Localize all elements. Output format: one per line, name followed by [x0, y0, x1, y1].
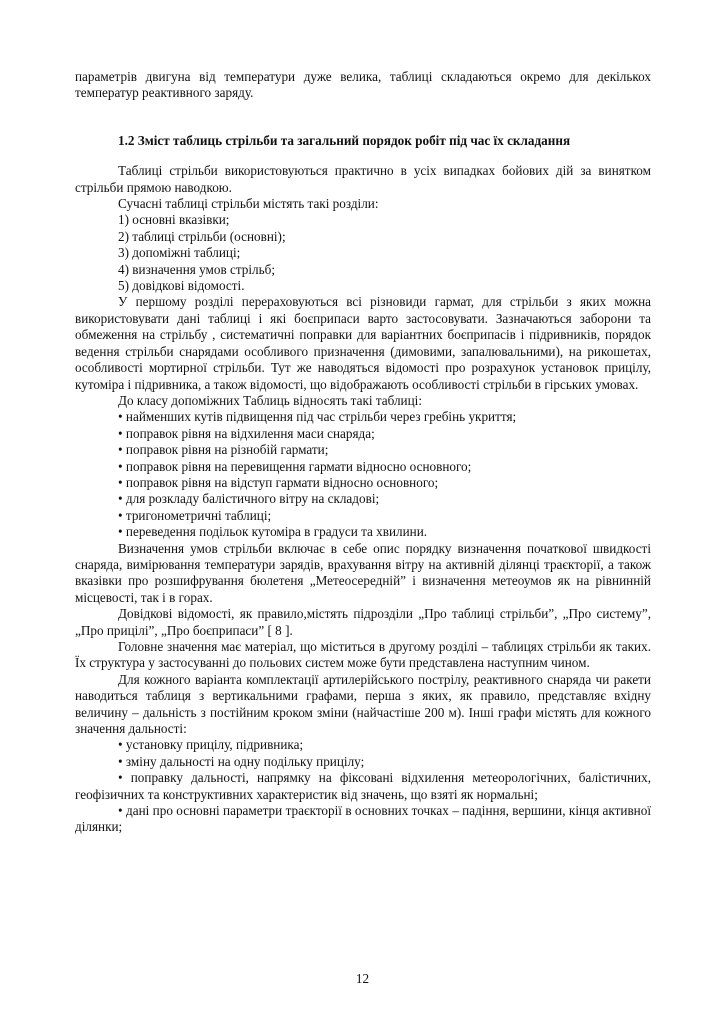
document-page — [75, 69, 651, 836]
paragraph-6: Довідкові відомості, як правило,містять підрозділи „Про таблиці стрільби”, „Про систему”, „Про прицілі”, „Про боєприпаси” [ 8 ]. — [75, 606, 651, 638]
list-item: 3) допоміжні таблиці; — [118, 245, 241, 261]
bullet-item-long: • поправку дальності, напрямку на фіксовані відхилення метеорологічних, балістичних, геофізичних та конструктивних характеристик від значень, що взяті як нормальні; — [75, 770, 651, 802]
intro-paragraph: параметрів двигуна від температури дуже велика, таблиці складаються окремо для декількох температур реактивного заряду. — [75, 69, 651, 101]
bullet-item: • поправок рівня на різнобій гармати; — [118, 442, 329, 458]
bullet-item-long: • дані про основні параметри траєкторії в основних точках – падіння, вершини, кінця активної ділянки; — [75, 803, 651, 835]
bullet-item: • переведення подільок кутоміра в градуси та хвилини. — [118, 524, 428, 540]
bullet-item: • установку прицілу, підривника; — [118, 737, 304, 753]
bullet-item: • зміну дальності на одну подільку прицілу; — [118, 753, 365, 769]
paragraph-5: Визначення умов стрільби включає в себе опис порядку визначення початкової швидкості снаряда, вимірювання температури зарядів, врахування вітру на активній ділянці траєкторії, а також вказівки про розшифрування бюлетеня „Метеосередній” і визначення метеоумов як на рівнинній місцевості, так і в горах. — [75, 540, 651, 605]
list-item: 2) таблиці стрільби (основні); — [118, 228, 286, 244]
paragraph-7: Головне значення має матеріал, що міститься в другому розділі – таблицях стрільби як таких. Їх структура у застосуванні до польових систем може бути представлена наступним чином. — [75, 639, 651, 671]
bullet-item: • поправок рівня на відхилення маси снаряда; — [118, 425, 375, 441]
bullet-item: • тригонометричні таблиці; — [118, 507, 272, 523]
paragraph-8: Для кожного варіанта комплектації артилерійського пострілу, реактивного снаряда чи ракети наводиться таблиця з вертикальними графами, перша з яких, як правило, представляє вхідну величину – дальність з постійним кроком зміни (найчастіше 200 м). Інші графи містять для кожного значення дальності: — [75, 671, 651, 737]
bullet-item: • найменших кутів підвищення під час стрільби через гребінь укриття; — [118, 409, 517, 425]
list-item: 5) довідкові відомості. — [118, 278, 245, 294]
bullet-item: • для розкладу балістичного вітру на складові; — [118, 491, 380, 507]
paragraph-2: Сучасні таблиці стрільби містять такі розділи: — [118, 196, 379, 212]
paragraph-3: У першому розділі перераховуються всі різновиди гармат, для стрільби з яких можна використовувати дані таблиці і які боєприпаси варто застосовувати. Зазначаються заборони та обмеження на стрільбу , систематичні поправки для варіантних боєприпасів і підривників, порядок ведення стрільби снарядами особливого призначення (димовими, запалювальними), на рикошетах, особливості мортирної стрільби. Тут же наводяться відомості про розрахунок установок прицілу, кутоміра і підривника, а також відомості, що відображають особливості стрільби в гірських умовах. — [75, 294, 651, 392]
list-item: 1) основні вказівки; — [118, 212, 230, 228]
bullet-item: • поправок рівня на перевищення гармати відносно основного; — [118, 458, 472, 474]
paragraph-1: Таблиці стрільби використовуються практично в усіх випадках бойових дій за винятком стрільби прямою наводкою. — [75, 163, 651, 195]
bullet-item: • поправок рівня на відступ гармати відносно основного; — [118, 474, 439, 490]
list-item: 4) визначення умов стрільб; — [118, 261, 276, 277]
page-number: 12 — [355, 971, 370, 986]
paragraph-4: До класу допоміжних Таблиць відносять такі таблиці: — [118, 392, 422, 408]
section-heading: 1.2 Зміст таблиць стрільби та загальний порядок робіт під час їх складання — [118, 132, 571, 148]
